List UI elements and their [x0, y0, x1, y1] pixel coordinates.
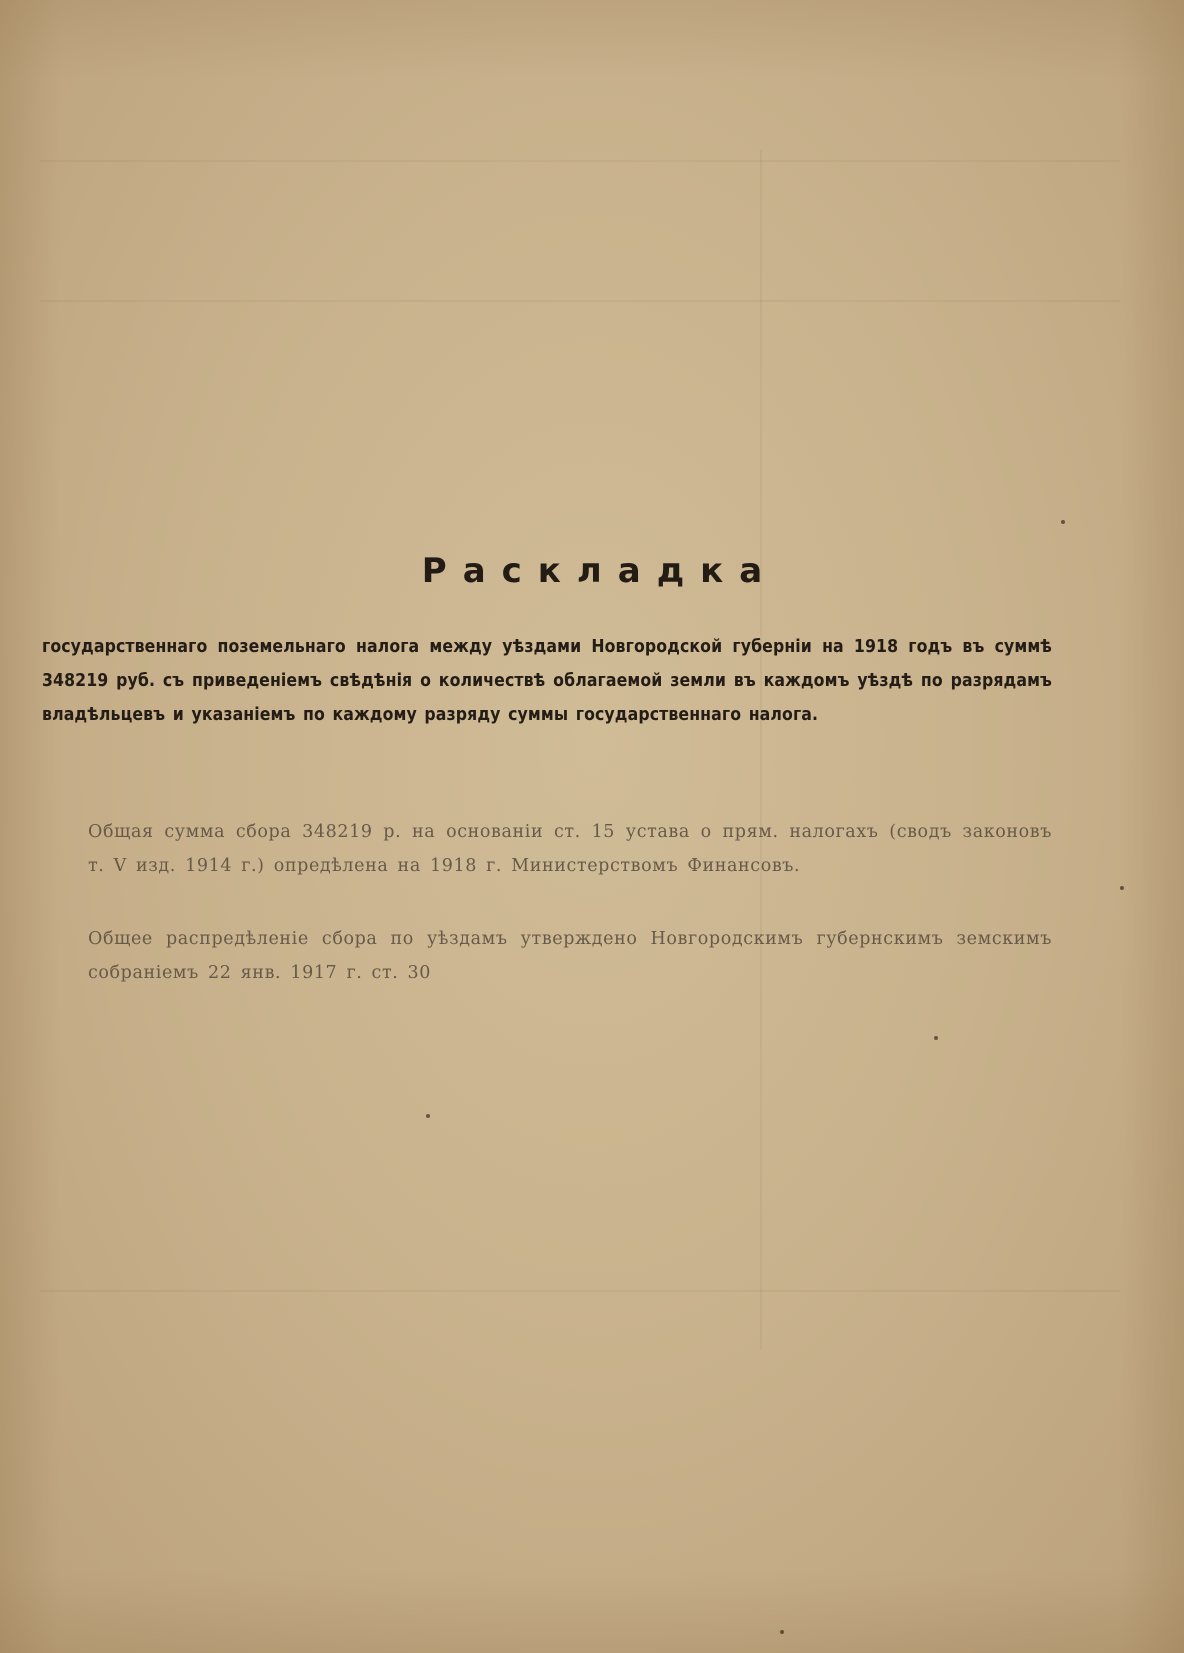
paragraph-total-sum: Общая сумма сбора 348219 р. на основаніи ст. 15 устава о прям. налогахъ (сводъ законовъ т. V изд. 1914 г.) опредѣлена на 1918 г. Министерствомъ Финансовъ.: [88, 822, 1052, 876]
ink-speck: [1120, 886, 1124, 890]
show-through-line: [760, 150, 762, 1350]
document-title: Раскладка: [421, 550, 779, 591]
show-through-line: [40, 300, 1120, 302]
paragraph-distribution: Общее распредѣленіе сбора по уѣздамъ утверждено Новгородскимъ губернскимъ земскимъ собраніемъ 22 янв. 1917 г. ст. 30: [88, 929, 1052, 983]
document-subtitle: государственнаго поземельнаго налога между уѣздами Новгородской губерніи на 1918 годъ въ суммѣ 348219 руб. съ приведеніемъ свѣдѣнія о количествѣ облагаемой земли въ каждомъ уѣздѣ по разрядамъ владѣльцевъ и указаніемъ по каждому разряду суммы государственнаго налога.: [42, 637, 1052, 725]
show-through-line: [40, 1290, 1120, 1292]
ink-speck: [780, 1630, 784, 1634]
show-through-line: [40, 160, 1120, 162]
ink-speck: [1061, 520, 1065, 524]
ink-speck: [934, 1036, 938, 1040]
ink-speck: [426, 1114, 430, 1118]
